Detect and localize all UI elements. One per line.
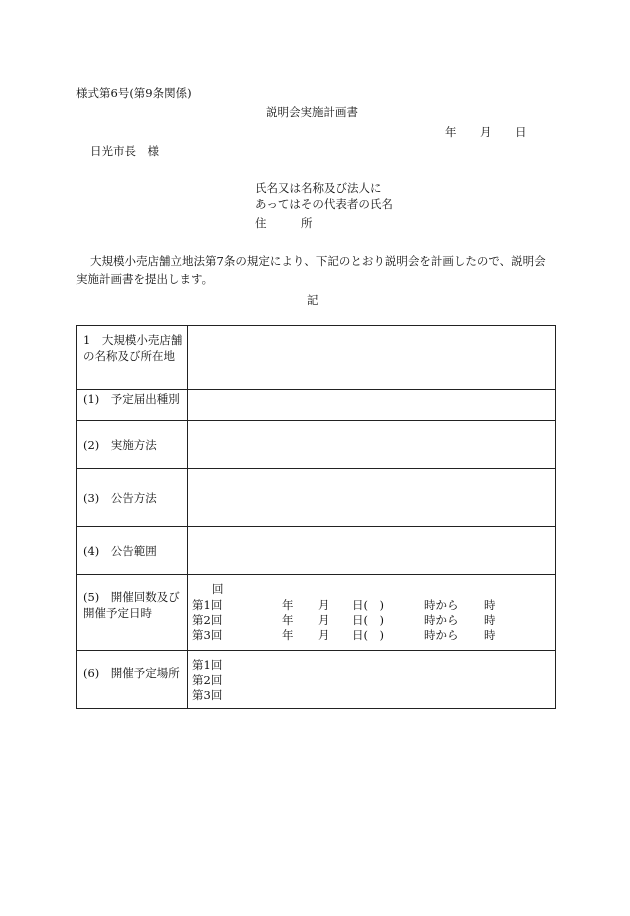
table-row [77,390,556,421]
session-2-year: 年 [282,613,294,627]
session-2-label: 第2回 [192,613,223,627]
session-3-start: 時から [424,628,459,642]
applicant-name-line2: あってはその代表者の氏名 [255,197,393,211]
session-3-label: 第3回 [192,628,223,642]
form-number: 様式第6号(第9条関係) [76,86,192,100]
body-text-line1: 大規模小売店舗立地法第7条の規定により、下記のとおり説明会を計画したので、説明会 [90,254,546,268]
notification-type-label: (1) 予定届出種別 [77,390,188,421]
date-year-label: 年 [445,125,457,139]
session-3-day: 日( ) [352,628,384,642]
applicant-name-line1: 氏名又は名称及び法人に [255,181,382,195]
schedule-label: (5) 開催回数及び開催予定日時 [77,575,188,651]
table-row [77,469,556,527]
session-2-start: 時から [424,613,459,627]
notice-method-label: (3) 公告方法 [77,469,188,527]
method-cell[interactable] [188,421,556,469]
session-1-start: 時から [424,598,459,612]
store-name-label: 1 大規模小売店舗の名称及び所在地 [77,326,188,390]
session-3-year: 年 [282,628,294,642]
table-row [77,651,556,709]
session-1-label: 第1回 [192,598,223,612]
plan-table [76,325,556,709]
table-row [77,575,556,651]
method-label: (2) 実施方法 [77,421,188,469]
document-title: 説明会実施計画書 [266,105,358,119]
notice-range-cell[interactable] [188,527,556,575]
session-2-day: 日( ) [352,613,384,627]
addressee: 日光市長 様 [90,144,159,158]
venue-3-label: 第3回 [192,688,223,702]
session-1-day: 日( ) [352,598,384,612]
notification-type-cell[interactable] [188,390,556,421]
session-1-year: 年 [282,598,294,612]
date-month-label: 月 [480,125,492,139]
table-row [77,421,556,469]
table-row [77,527,556,575]
notice-method-cell[interactable] [188,469,556,527]
venue-label: (6) 開催予定場所 [77,651,188,709]
venue-cell[interactable] [188,651,556,709]
venue-2-label: 第2回 [192,673,223,687]
session-2-month: 月 [318,613,330,627]
session-1-month: 月 [318,598,330,612]
session-count-unit: 回 [212,582,224,596]
applicant-address-label: 住 所 [255,216,313,230]
schedule-cell[interactable] [188,575,556,651]
session-3-end: 時 [484,628,496,642]
session-2-end: 時 [484,613,496,627]
table-row [77,326,556,390]
session-3-month: 月 [318,628,330,642]
store-name-cell[interactable] [188,326,556,390]
body-text-line2: 実施計画書を提出します。 [76,272,214,286]
venue-1-label: 第1回 [192,658,223,672]
ki-heading: 記 [307,293,319,307]
notice-range-label: (4) 公告範囲 [77,527,188,575]
session-1-end: 時 [484,598,496,612]
date-day-label: 日 [515,125,527,139]
